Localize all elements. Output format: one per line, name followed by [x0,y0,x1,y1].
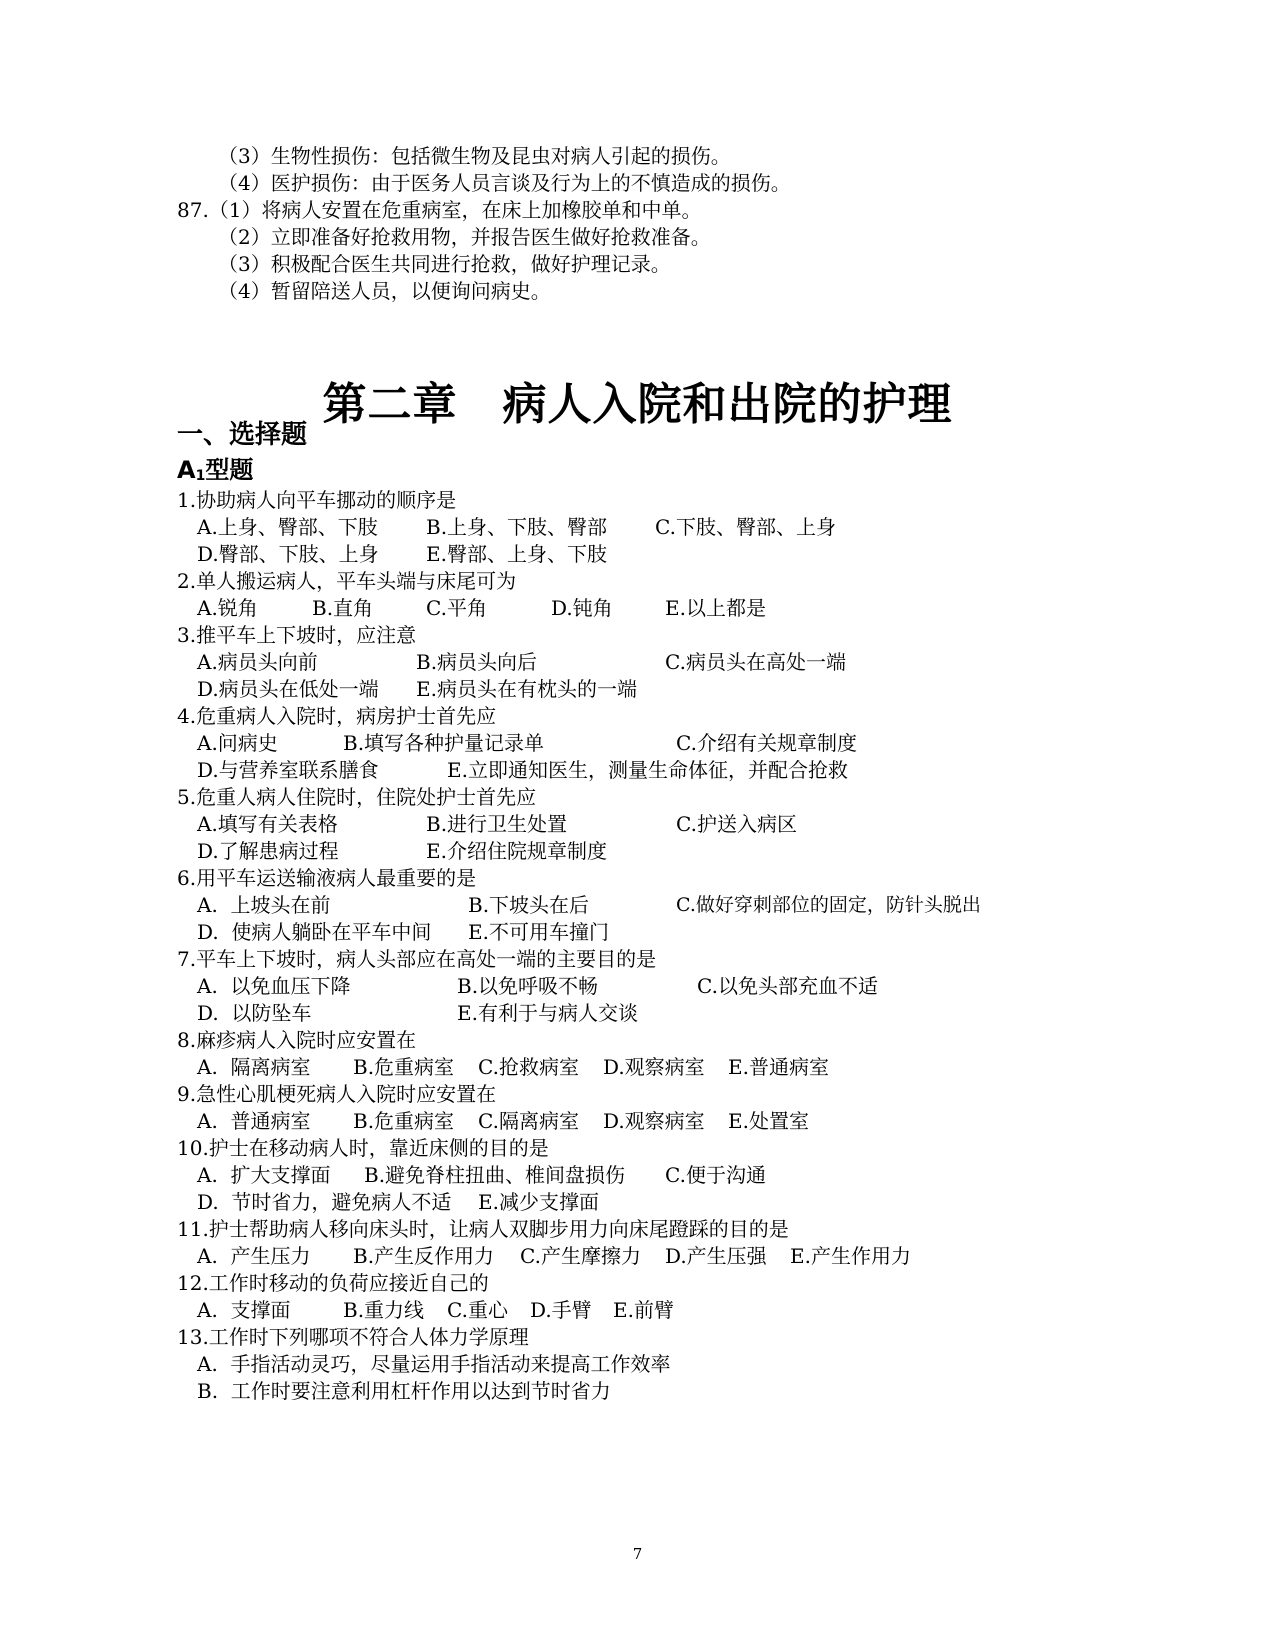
question-stem: 3.推平车上下坡时，应注意 [177,623,417,647]
option: B.以免呼吸不畅 [457,974,599,998]
option: C.产生摩擦力 [520,1244,641,1268]
option: B.产生反作用力 [353,1244,495,1268]
option: D.与营养室联系膳食 [197,758,379,782]
question-stem: 6.用平车运送输液病人最重要的是 [177,866,477,890]
prev-answer-line: 87.（1）将病人安置在危重病室，在床上加橡胶单和中单。 [177,198,702,222]
question-stem: 1.协助病人向平车挪动的顺序是 [177,488,457,512]
subsection-suffix: 型题 [205,456,254,484]
option: C.介绍有关规章制度 [676,731,857,755]
option: A.病员头向前 [197,650,318,674]
option: E.产生作用力 [790,1244,911,1268]
option: C.隔离病室 [478,1109,579,1133]
option: A. 产生压力 [197,1244,311,1268]
option: E.不可用车撞门 [468,920,609,944]
question-stem: 2.单人搬运病人，平车头端与床尾可为 [177,569,517,593]
option: B.危重病室 [353,1055,455,1079]
option: D. 以防坠车 [197,1001,312,1025]
question-stem: 5.危重人病人住院时，住院处护士首先应 [177,785,537,809]
question-stem: 12.工作时移动的负荷应接近自己的 [177,1271,489,1295]
option: B.上身、下肢、臀部 [426,515,608,539]
option: B.重力线 [343,1298,425,1322]
option: D.臀部、下肢、上身 [197,542,379,566]
option: B. 工作时要注意利用杠杆作用以达到节时省力 [197,1379,611,1403]
option: E.以上都是 [665,596,766,620]
page-number: 7 [632,1545,643,1563]
option: B.病员头向后 [416,650,538,674]
option: E.普通病室 [728,1055,829,1079]
option: C.便于沟通 [665,1163,766,1187]
option: A. 以免血压下降 [197,974,351,998]
option: D.病员头在低处一端 [197,677,379,701]
option: D.钝角 [551,596,613,620]
option: A.锐角 [197,596,258,620]
option: E.减少支撑面 [478,1190,599,1214]
option: B.直角 [312,596,374,620]
option: B.危重病室 [353,1109,455,1133]
option: C.做好穿刺部位的固定，防针头脱出 [676,894,981,916]
option: B.下坡头在后 [468,893,590,917]
option: B.避免脊柱扭曲、椎间盘损伤 [364,1163,626,1187]
question-stem: 11.护士帮助病人移向床头时，让病人双脚步用力向床尾蹬踩的目的是 [177,1217,789,1241]
option: A. 上坡头在前 [197,893,331,917]
option: A. 隔离病室 [197,1055,311,1079]
question-stem: 7.平车上下坡时，病人头部应在高处一端的主要目的是 [177,947,657,971]
option: D.了解患病过程 [197,839,339,863]
prev-answer-line: （2）立即准备好抢救用物，并报告医生做好抢救准备。 [218,225,711,249]
option: D.观察病室 [603,1109,705,1133]
option: D.产生压强 [665,1244,767,1268]
option: E.臀部、上身、下肢 [426,542,607,566]
option: E.立即通知医生，测量生命体征，并配合抢救 [447,758,848,782]
option: C.以免头部充血不适 [697,974,878,998]
option: E.病员头在有枕头的一端 [416,677,637,701]
prev-answer-line: （4）医护损伤：由于医务人员言谈及行为上的不慎造成的损伤。 [218,171,791,195]
option: C.抢救病室 [478,1055,579,1079]
prev-answer-line: （3）积极配合医生共同进行抢救，做好护理记录。 [218,252,671,276]
subsection-subscript: 1 [195,468,206,484]
option: A.填写有关表格 [197,812,338,836]
option: E.有利于与病人交谈 [457,1001,638,1025]
question-stem: 4.危重病人入院时，病房护士首先应 [177,704,497,728]
option: A. 普通病室 [197,1109,311,1133]
option: B.填写各种护量记录单 [343,731,545,755]
option: A. 扩大支撑面 [197,1163,331,1187]
section-title: 一、选择题 [177,420,308,450]
option: E.处置室 [728,1109,809,1133]
question-stem: 13.工作时下列哪项不符合人体力学原理 [177,1325,529,1349]
option: C.护送入病区 [676,812,797,836]
chapter-title: 第二章 病人入院和出院的护理 [322,379,953,430]
question-stem: 10.护士在移动病人时，靠近床侧的目的是 [177,1136,549,1160]
question-stem: 9.急性心肌梗死病人入院时应安置在 [177,1082,497,1106]
question-stem: 8.麻疹病人入院时应安置在 [177,1028,417,1052]
option: A. 手指活动灵巧，尽量运用手指活动来提高工作效率 [197,1352,671,1376]
option: C.病员头在高处一端 [665,650,846,674]
subsection-prefix: A [177,456,196,484]
option: E.介绍住院规章制度 [426,839,607,863]
option: B.进行卫生处置 [426,812,568,836]
option: A.问病史 [197,731,278,755]
prev-answer-line: （4）暂留陪送人员，以便询问病史。 [218,279,551,303]
option: A.上身、臀部、下肢 [197,515,378,539]
option: D. 节时省力，避免病人不适 [197,1190,452,1214]
option: E.前臂 [613,1298,674,1322]
option: D.观察病室 [603,1055,705,1079]
option: C.下肢、臀部、上身 [655,515,836,539]
prev-answer-line: （3）生物性损伤：包括微生物及昆虫对病人引起的损伤。 [218,144,731,168]
option: D. 使病人躺卧在平车中间 [197,920,432,944]
option: D.手臂 [530,1298,592,1322]
option: C.重心 [447,1298,508,1322]
option: A. 支撑面 [197,1298,291,1322]
option: C.平角 [426,596,487,620]
